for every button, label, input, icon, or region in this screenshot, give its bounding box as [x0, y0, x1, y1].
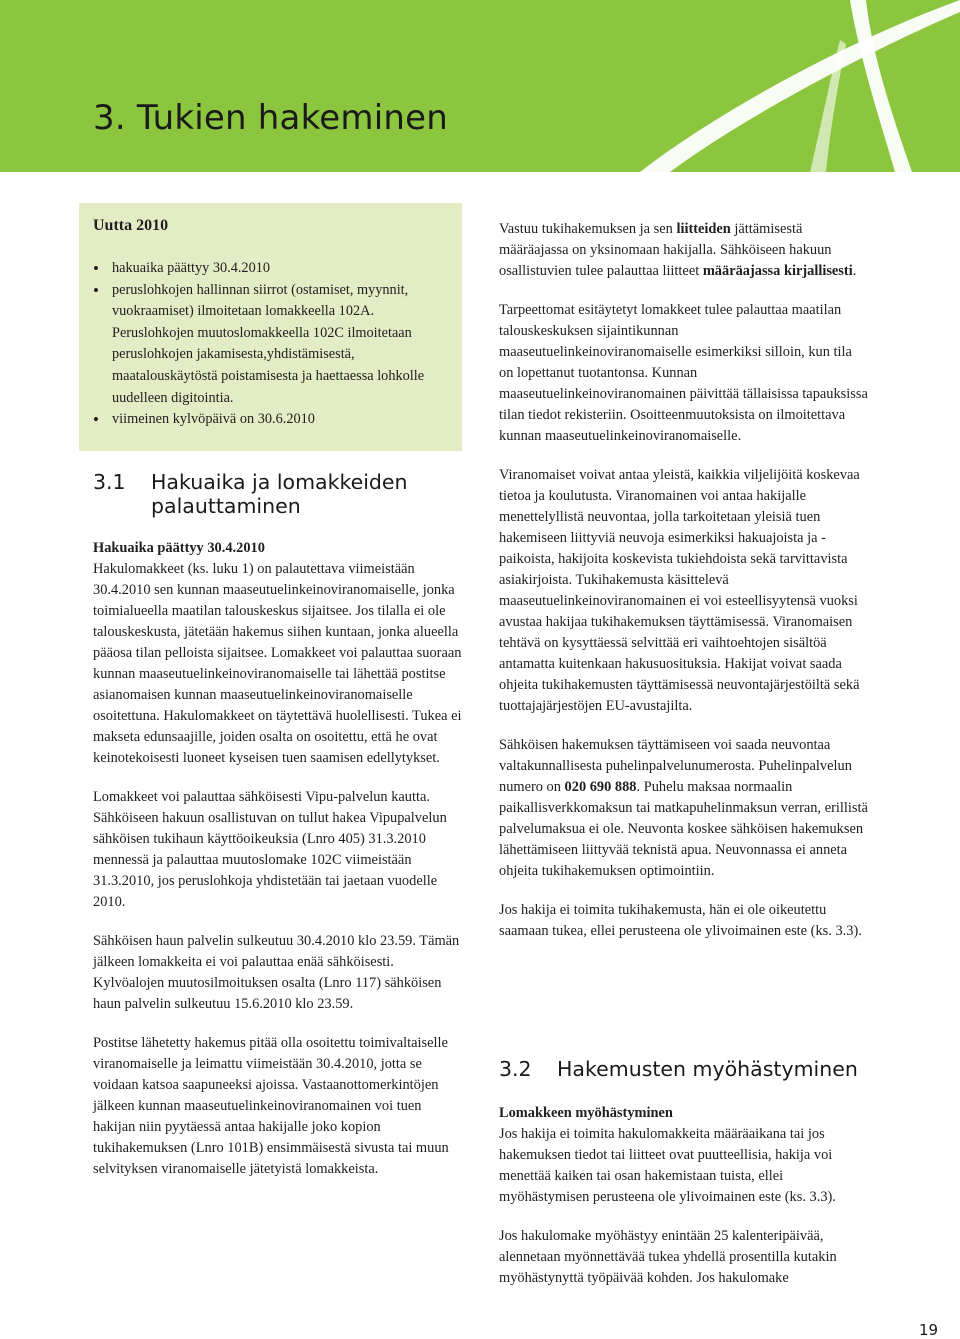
section-title-line1: Hakuaika ja lomakkeiden — [151, 470, 408, 494]
paragraph — [499, 219, 869, 282]
list-item: • peruslohkojen hallinnan siirrot (ostamiset, myynnit, vuokraamiset) ilmoitetaan lomakkeella 102A. Peruslohkojen muutoslomakkeella 102C ilmoitetaan peruslohkojen jakamisesta,yhdistämisestä, maatalouskäytöstä poistamisesta ja haettaessa lohkolle uudelleen digitointia. — [93, 280, 455, 410]
section-3-2-body — [499, 1103, 869, 1307]
section-heading-3-1 — [93, 470, 408, 518]
text-run: . — [852, 263, 857, 279]
paragraph: Sähköisen haun palvelin sulkeutuu 30.4.2010 klo 23.59. Tämän jälkeen lomakkeita ei voi palauttaa enää sähköisesti. Kylvöalojen muutosilmoituksen osalta (Lnro 117) sähköisen haun palvelin sulkeutuu 15.6.2010 klo 23.59. — [93, 933, 460, 1012]
paragraph: Lomakkeet voi palauttaa sähköisesti Vipu-palvelun kautta. Sähköiseen hakuun osallistuvan on tullut hakea Vipupalvelun sähköisen tukihaun käyttöoikeuksia (Lnro 405) 31.3.2010 mennessä ja palauttaa muutoslomake 102C viimeistään 31.3.2010, jos peruslohkoja yhdistetään tai jaetaan vuodelle 2010. — [93, 789, 447, 910]
phone-number: 020 690 888 — [564, 779, 637, 795]
section-title-line2: palauttaminen — [151, 494, 301, 518]
text-run: . Puhelu maksaa normaalin paikallisverkkomaksun tai matkapuhelinmaksun verran, erillistä palvelumaksua ei ole. Neuvonta koskee sähköisen hakemuksen lähettämiseen liittyvää teknistä apua. Neuvonnassa ei anneta ohjeita tukihakemuksen optimointiin. — [499, 779, 868, 879]
bold-text: liitteiden — [676, 221, 731, 237]
subheading: Lomakkeen myöhästyminen — [499, 1105, 673, 1121]
paragraph: Jos hakulomake myöhästyy enintään 25 kalenteripäivää, alennetaan myönnettävää tukea yhdellä prosentilla kutakin myöhästynyttä työpäivää kohden. Jos hakulomake — [499, 1228, 837, 1286]
right-column — [499, 219, 869, 960]
section-title: Hakemusten myöhästyminen — [557, 1057, 858, 1081]
leaf-decoration — [0, 0, 960, 172]
subheading: Hakuaika päättyy 30.4.2010 — [93, 540, 265, 556]
section-number: 3.2 — [499, 1057, 532, 1081]
paragraph: Jos hakija ei toimita tukihakemusta, hän ei ole oikeutettu saamaan tukea, ellei perusteena ole ylivoimainen este (ks. 3.3). — [499, 902, 862, 939]
paragraph — [499, 735, 869, 882]
paragraph: Viranomaiset voivat antaa yleistä, kaikkia viljelijöitä koskevaa tietoa ja koulutusta. Viranomainen voi antaa hakijalle menettelyllistä neuvontaa, jolla tarkoitetaan yleisiä tuen hakemiseen liittyviä neuvoja esimerkiksi hakuajoista ja -paikoista, hakijoita koskevista tukiehdoista sekä tarvittavista asiakirjoista. Tukihakemusta käsittelevä maaseutuelinkeinoviranomainen ei voi esteellisyytensä vuoksi avustaa hakijaa tukihakemuksen täyttämisessä. Viranomaisen tehtävä on kysyttäessä selvittää eri vaihtoehtojen sisältöä antamatta kuitenkaan hakusuosituksia. Hakijat voivat saada ohjeita tukihakemusten täyttämisessä neuvontajärjestöiltä sekä tuottajajärjestöjen EU-avustajilta. — [499, 467, 860, 714]
page-number: 19 — [919, 1321, 939, 1339]
text-run: Vastuu tukihakemuksen ja sen — [499, 221, 677, 237]
chapter-title: 3. Tukien hakeminen — [93, 98, 448, 138]
text-run: Sähköisen hakemuksen täyttämiseen voi saada neuvontaa valtakunnallisesta puhelinpalvelunumerosta. Puhelinpalvelun numero on — [499, 737, 852, 795]
paragraph: Jos hakija ei toimita hakulomakkeita määräaikana tai jos hakemuksen tiedot tai liitteet ovat puutteellisia, hakija voi menettää kaiken tai osan hakemistaan tuista, ellei myöhästymisen perusteena ole ylivoimainen este (ks. 3.3). — [499, 1126, 836, 1205]
paragraph: Hakulomakkeet (ks. luku 1) on palautettava viimeistään 30.4.2010 sen kunnan maaseutuelinkeinoviranomaiselle, jonka toimialueella maatilan talouskeskus sijaitsee. Jos tilalla ei ole talouskeskusta, jätetään hakemus siihen kuntaan, jonka alueella pääosa tilan pelloista sijaitsee. Lomakkeet voi palauttaa suoraan kunnan maaseutuelinkeinoviranomaiselle tai lähettää postitse asianomaisen kunnan maaseutuelinkeinoviranomaiselle osoitettuna. Hakulomakkeet on täytettävä huolellisesti. Tukea ei makseta edunsaajille, joiden osalta on osoitettu, että he ovat keinotekoisesti luoneet kyseisen tuen saamisen edellytykset. — [93, 561, 462, 766]
bold-text: määräajassa kirjallisesti — [702, 263, 853, 279]
section-heading-3-2 — [499, 1057, 858, 1081]
list-item: • viimeinen kylvöpäivä on 30.6.2010 — [93, 409, 455, 431]
paragraph: Tarpeettomat esitäytetyt lomakkeet tulee palauttaa maatilan talouskeskuksen sijaintikunnan maaseutuelinkeinoviranomaiselle esimerkiksi silloin, kun tila on lopettanut tuotantonsa. Kunnan maaseutuelinkeinoviranomainen päivittää tällaisissa tapauksissa tilan tiedot rekisteriin. Osoitteenmuutoksista on ilmoitettava kunnan maaseutuelinkeinoviranomaiselle. — [499, 302, 868, 444]
paragraph: Postitse lähetetty hakemus pitää olla osoitettu toimivaltaiselle viranomaiselle ja leimattu viimeistään 30.4.2010, jotta se voidaan katsoa saapuneeksi ajoissa. Vastaanottomerkintöjen jälkeen kunnan maaseutuelinkeinoviranomainen voi tuen hakijan niin pyytäessä antaa hakijalle joko kopion tukihakemuksen (Lnro 101B) ensimmäisestä sivusta tai muun selvityksen viranomaiselle jätetyistä lomakkeista. — [93, 1035, 449, 1177]
left-column — [93, 538, 463, 1198]
list-item: • hakuaika päättyy 30.4.2010 — [93, 258, 455, 280]
box-list — [93, 258, 455, 431]
new-in-2010-box — [79, 203, 462, 451]
box-title: Uutta 2010 — [93, 217, 169, 234]
text-run: jättämisestä määräajassa on yksinomaan hakijalla. Sähköiseen hakuun osallistuvien tulee palauttaa liitteet — [499, 221, 832, 279]
section-number: 3.1 — [93, 470, 126, 494]
header-band — [0, 0, 960, 172]
